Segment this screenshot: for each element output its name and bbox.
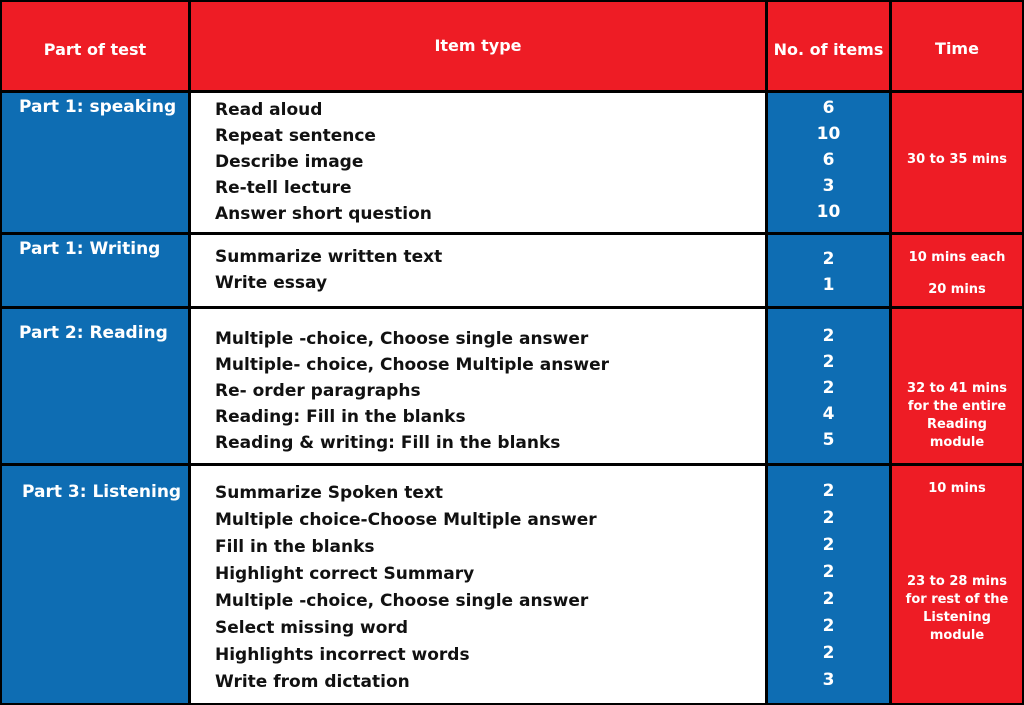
section-writing-part — [2, 235, 188, 306]
item-count: 2 — [822, 326, 835, 346]
list-item: Multiple -choice, Choose single answer — [215, 329, 589, 349]
section-listening-time — [892, 466, 1022, 703]
time-value: 30 to 35 mins — [907, 152, 1007, 167]
time-value: 10 mins — [928, 481, 986, 496]
list-item: Multiple -choice, Choose single answer — [215, 591, 589, 611]
header-time-label: Time — [935, 39, 979, 58]
section-listening-part-label: Part 3: Listening — [22, 482, 182, 502]
list-item: Multiple choice-Choose Multiple answer — [215, 510, 597, 530]
item-count: 10 — [816, 124, 841, 144]
item-count: 2 — [822, 508, 835, 528]
time-value: 23 to 28 mins for rest of the Listening module — [905, 574, 1009, 643]
list-item: Summarize Spoken text — [215, 483, 444, 503]
list-item: Re-tell lecture — [215, 178, 352, 198]
list-item: Write from dictation — [215, 672, 410, 692]
list-item: Select missing word — [215, 618, 408, 638]
time-value: 20 mins — [928, 282, 986, 297]
item-count: 3 — [822, 176, 835, 196]
list-item: Reading & writing: Fill in the blanks — [215, 433, 561, 453]
section-reading-items — [191, 309, 765, 463]
list-item: Write essay — [215, 273, 328, 293]
list-item: Multiple- choice, Choose Multiple answer — [215, 355, 610, 375]
item-count: 2 — [822, 352, 835, 372]
list-item: Describe image — [215, 152, 364, 172]
item-count: 2 — [822, 378, 835, 398]
item-count: 4 — [822, 404, 835, 424]
item-count: 6 — [822, 98, 835, 118]
item-count: 2 — [822, 589, 835, 609]
item-count: 2 — [822, 481, 835, 501]
item-count: 1 — [822, 275, 835, 295]
header-time — [892, 2, 1022, 90]
header-no-of-items-label: No. of items — [773, 40, 884, 59]
list-item: Read aloud — [215, 100, 323, 120]
item-count: 2 — [822, 562, 835, 582]
item-count: 3 — [822, 670, 835, 690]
section-reading-part — [2, 309, 188, 463]
item-count: 2 — [822, 616, 835, 636]
section-writing-part-label: Part 1: Writing — [19, 239, 161, 259]
list-item: Fill in the blanks — [215, 537, 375, 557]
item-count: 2 — [822, 643, 835, 663]
list-item: Reading: Fill in the blanks — [215, 407, 466, 427]
item-count: 2 — [822, 249, 835, 269]
header-item-type — [191, 2, 765, 90]
section-speaking-counts — [768, 93, 889, 232]
item-count: 5 — [822, 430, 835, 450]
list-item: Summarize written text — [215, 247, 443, 267]
time-value: 32 to 41 mins for the entire Reading module — [907, 381, 1007, 450]
section-reading-part-label: Part 2: Reading — [19, 323, 168, 343]
section-writing-counts — [768, 235, 889, 306]
list-item: Answer short question — [215, 204, 432, 224]
header-part-of-test-label: Part of test — [43, 40, 147, 59]
time-value: 10 mins each — [908, 250, 1006, 265]
list-item: Highlight correct Summary — [215, 564, 475, 584]
item-count: 10 — [816, 202, 841, 222]
section-speaking-part — [2, 93, 188, 232]
list-item: Highlights incorrect words — [215, 645, 470, 665]
list-item: Repeat sentence — [215, 126, 376, 146]
list-item: Re- order paragraphs — [215, 381, 421, 401]
header-no-of-items — [768, 2, 889, 90]
header-part-of-test — [2, 2, 188, 90]
section-listening-items — [191, 466, 765, 703]
section-speaking-part-label: Part 1: speaking — [19, 97, 177, 117]
section-speaking-time — [892, 93, 1022, 232]
section-speaking-items — [191, 93, 765, 232]
section-writing-items — [191, 235, 765, 306]
section-listening-counts — [768, 466, 889, 703]
section-reading-counts — [768, 309, 889, 463]
item-count: 2 — [822, 535, 835, 555]
item-count: 6 — [822, 150, 835, 170]
section-writing-time — [892, 235, 1022, 306]
header-item-type-label: Item type — [434, 36, 522, 55]
section-listening-part — [2, 466, 188, 703]
section-reading-time — [892, 309, 1022, 463]
